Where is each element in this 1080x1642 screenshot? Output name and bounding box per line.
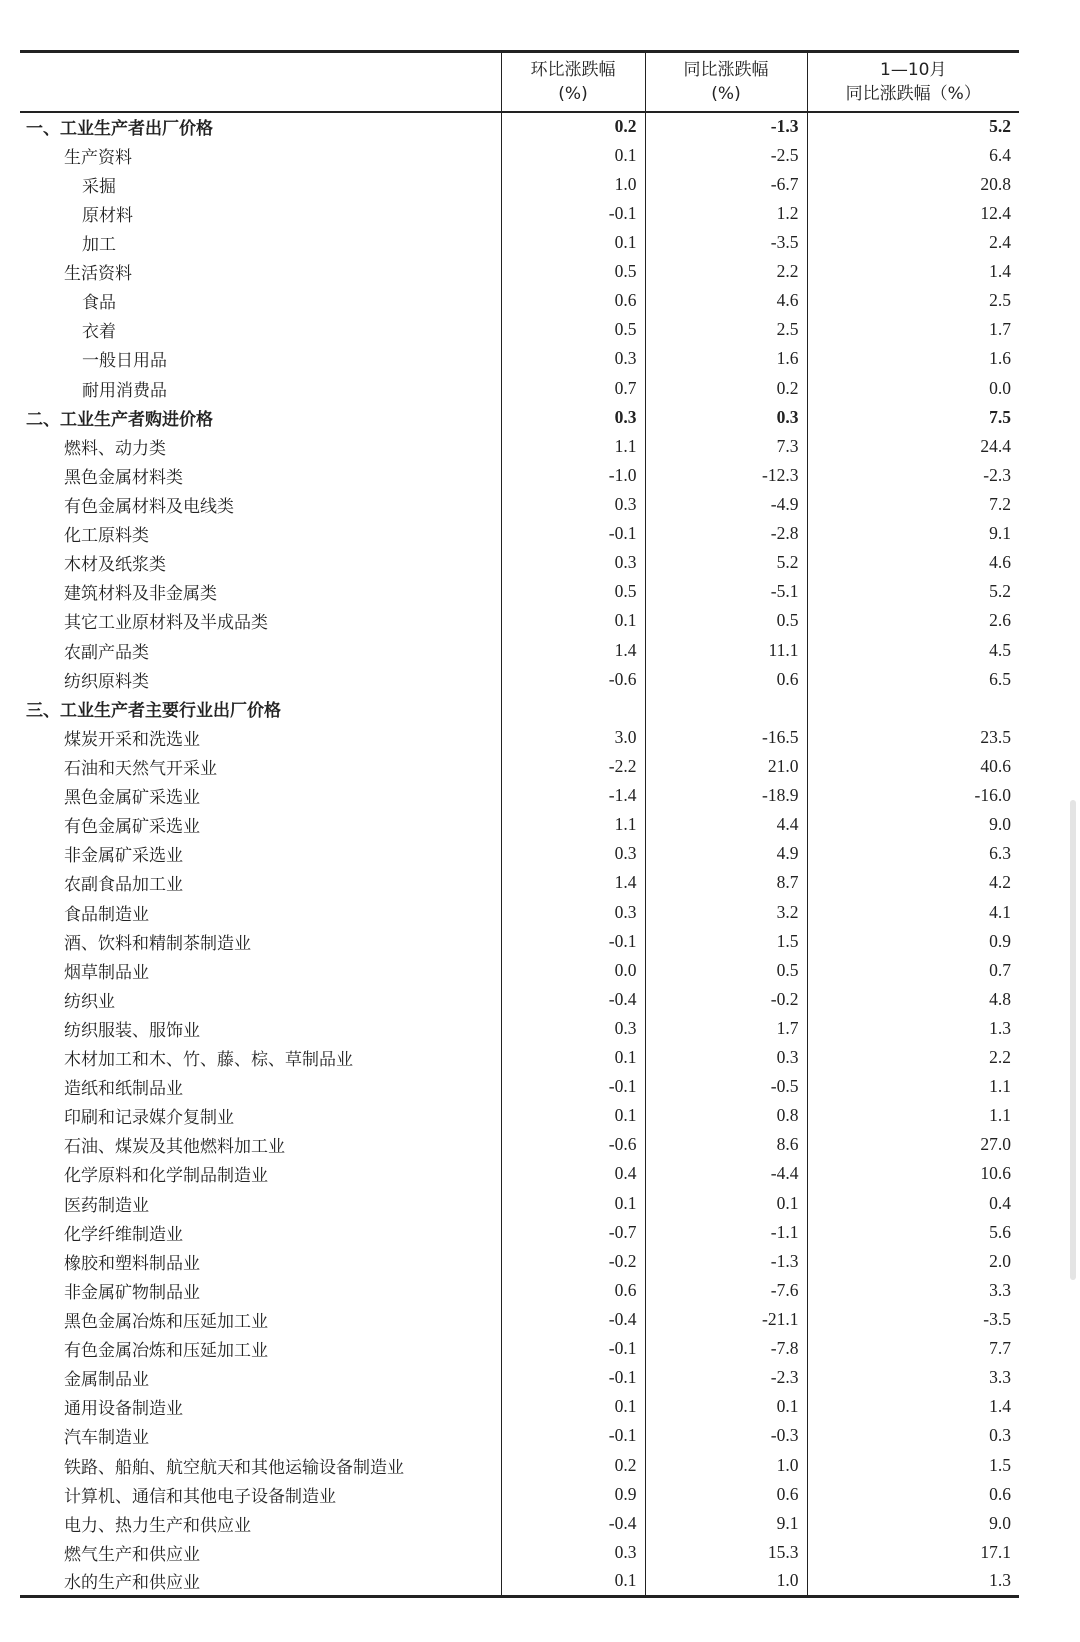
cell-mom-change: 1.1 xyxy=(501,810,645,839)
cell-mom-change: 0.5 xyxy=(501,257,645,286)
row-label: 印刷和记录媒介复制业 xyxy=(64,1108,234,1129)
cell-mom-change: -0.1 xyxy=(501,199,645,228)
row-label: 燃气生产和供应业 xyxy=(64,1544,200,1565)
table-row xyxy=(20,344,1019,373)
cell-ytd-change: 40.6 xyxy=(807,752,1019,781)
cell-ytd-change: 7.2 xyxy=(807,490,1019,519)
cell-ytd-change: 9.1 xyxy=(807,519,1019,548)
table-row xyxy=(20,723,1019,752)
cell-yoy-change: -1.3 xyxy=(645,112,807,141)
cell-yoy-change: -16.5 xyxy=(645,723,807,752)
cell-ytd-change: 1.7 xyxy=(807,315,1019,344)
cell-mom-change xyxy=(501,694,645,723)
row-label: 农副产品类 xyxy=(64,642,149,663)
table-row xyxy=(20,1072,1019,1101)
cell-ytd-change: 1.4 xyxy=(807,1392,1019,1421)
cell-mom-change: -0.4 xyxy=(501,985,645,1014)
table-row xyxy=(20,781,1019,810)
header-mom-unit: (%) xyxy=(558,83,588,104)
row-label: 原材料 xyxy=(82,205,133,226)
row-label: 纺织服装、服饰业 xyxy=(64,1020,200,1041)
cell-mom-change: 0.2 xyxy=(501,112,645,141)
cell-mom-change: -0.6 xyxy=(501,665,645,694)
cell-mom-change: -1.4 xyxy=(501,781,645,810)
cell-ytd-change: 1.4 xyxy=(807,257,1019,286)
table-row xyxy=(20,461,1019,490)
cell-yoy-change: 0.6 xyxy=(645,665,807,694)
row-label: 水的生产和供应业 xyxy=(20,1567,501,1596)
cell-mom-change: -0.6 xyxy=(501,1130,645,1159)
cell-ytd-change: 3.3 xyxy=(807,1363,1019,1392)
cell-yoy-change: 0.1 xyxy=(645,1189,807,1218)
cell-ytd-change: 1.5 xyxy=(807,1451,1019,1480)
cell-ytd-change: 0.3 xyxy=(807,1421,1019,1450)
row-label: 衣着 xyxy=(82,322,116,343)
table-row xyxy=(20,1538,1019,1567)
row-label: 其它工业原材料及半成品类 xyxy=(64,613,268,634)
cell-mom-change: 1.4 xyxy=(501,635,645,664)
cell-mom-change: 0.9 xyxy=(501,1480,645,1509)
row-label: 农副食品加工业 xyxy=(64,875,183,896)
cell-yoy-change: 0.3 xyxy=(645,1043,807,1072)
cell-mom-change: 0.3 xyxy=(501,839,645,868)
cell-mom-change: 0.6 xyxy=(501,1276,645,1305)
cell-mom-change: 1.1 xyxy=(501,432,645,461)
row-label: 非金属矿采选业 xyxy=(64,846,183,867)
cell-yoy-change: 9.1 xyxy=(645,1509,807,1538)
row-label: 三、工业生产者主要行业出厂价格 xyxy=(26,700,281,721)
row-label: 木材及纸浆类 xyxy=(64,555,166,576)
cell-ytd-change: 0.4 xyxy=(807,1189,1019,1218)
cell-ytd-change: 1.6 xyxy=(807,344,1019,373)
row-label: 纺织原料类 xyxy=(64,671,149,692)
cell-yoy-change: -4.4 xyxy=(645,1159,807,1188)
cell-mom-change: 0.1 xyxy=(501,228,645,257)
row-label: 通用设备制造业 xyxy=(64,1399,183,1420)
row-label: 一、工业生产者出厂价格 xyxy=(26,119,213,140)
table-row xyxy=(20,752,1019,781)
cell-yoy-change: -7.8 xyxy=(645,1334,807,1363)
row-label: 铁路、船舶、航空航天和其他运输设备制造业 xyxy=(64,1457,404,1478)
cell-yoy-change: 7.3 xyxy=(645,432,807,461)
row-label: 黑色金属矿采选业 xyxy=(64,788,200,809)
table-row xyxy=(20,1363,1019,1392)
cell-mom-change: 3.0 xyxy=(501,723,645,752)
cell-yoy-change: 11.1 xyxy=(645,635,807,664)
cell-yoy-change: 0.1 xyxy=(645,1392,807,1421)
table-row xyxy=(20,490,1019,519)
table-row xyxy=(20,1305,1019,1334)
table-row xyxy=(20,956,1019,985)
cell-yoy-change: 0.6 xyxy=(645,1480,807,1509)
cell-ytd-change: 24.4 xyxy=(807,432,1019,461)
cell-yoy-change: 8.7 xyxy=(645,868,807,897)
row-label: 石油、煤炭及其他燃料加工业 xyxy=(64,1137,285,1158)
row-label: 造纸和纸制品业 xyxy=(64,1079,183,1100)
cell-ytd-change: 17.1 xyxy=(807,1538,1019,1567)
cell-ytd-change: 9.0 xyxy=(807,810,1019,839)
row-label: 食品 xyxy=(82,293,116,314)
table-row xyxy=(20,228,1019,257)
table-row xyxy=(20,810,1019,839)
row-label: 采掘 xyxy=(82,176,116,197)
row-label: 医药制造业 xyxy=(64,1195,149,1216)
cell-yoy-change: -0.3 xyxy=(645,1421,807,1450)
cell-mom-change: 0.3 xyxy=(501,403,645,432)
table-row xyxy=(20,1480,1019,1509)
cell-mom-change: 1.4 xyxy=(501,868,645,897)
cell-mom-change: 0.1 xyxy=(501,1043,645,1072)
cell-yoy-change: 5.2 xyxy=(645,548,807,577)
row-label: 酒、饮料和精制茶制造业 xyxy=(64,933,251,954)
row-label: 汽车制造业 xyxy=(64,1428,149,1449)
cell-mom-change: -0.1 xyxy=(501,1363,645,1392)
cell-yoy-change: -21.1 xyxy=(645,1305,807,1334)
cell-yoy-change: 2.5 xyxy=(645,315,807,344)
cell-ytd-change: 4.2 xyxy=(807,868,1019,897)
cell-yoy-change: 1.6 xyxy=(645,344,807,373)
cell-ytd-change: 2.4 xyxy=(807,228,1019,257)
cell-ytd-change: 4.8 xyxy=(807,985,1019,1014)
cell-mom-change: -0.4 xyxy=(501,1509,645,1538)
row-label: 耐用消费品 xyxy=(82,380,167,401)
table-row xyxy=(20,577,1019,606)
cell-ytd-change: 1.1 xyxy=(807,1101,1019,1130)
row-label: 化学原料和化学制品制造业 xyxy=(64,1166,268,1187)
cell-mom-change: 0.1 xyxy=(501,141,645,170)
table-row xyxy=(20,635,1019,664)
cell-mom-change: 0.7 xyxy=(501,373,645,402)
cell-mom-change: -2.2 xyxy=(501,752,645,781)
cell-mom-change: -0.1 xyxy=(501,927,645,956)
cell-ytd-change: 2.6 xyxy=(807,606,1019,635)
row-label: 一般日用品 xyxy=(82,351,167,372)
table-row xyxy=(20,1130,1019,1159)
table-row xyxy=(20,1101,1019,1130)
row-label: 二、工业生产者购进价格 xyxy=(26,409,213,430)
cell-ytd-change: 4.6 xyxy=(807,548,1019,577)
table-header xyxy=(20,52,1019,112)
table-row xyxy=(20,519,1019,548)
row-label: 电力、热力生产和供应业 xyxy=(64,1515,251,1536)
cell-yoy-change: -2.8 xyxy=(645,519,807,548)
cell-ytd-change: -3.5 xyxy=(807,1305,1019,1334)
row-label: 有色金属冶炼和压延加工业 xyxy=(64,1341,268,1362)
table-row xyxy=(20,141,1019,170)
cell-ytd-change: 6.5 xyxy=(807,665,1019,694)
table-row xyxy=(20,1421,1019,1450)
price-index-table xyxy=(20,50,1019,1598)
row-label: 计算机、通信和其他电子设备制造业 xyxy=(64,1486,336,1507)
cell-ytd-change: 2.5 xyxy=(807,286,1019,315)
cell-mom-change: 1.0 xyxy=(501,170,645,199)
cell-yoy-change: -4.9 xyxy=(645,490,807,519)
table-row xyxy=(20,257,1019,286)
cell-ytd-change: 4.1 xyxy=(807,897,1019,926)
cell-yoy-change: -3.5 xyxy=(645,228,807,257)
cell-ytd-change: 1.3 xyxy=(807,1567,1019,1596)
cell-ytd-change: 0.6 xyxy=(807,1480,1019,1509)
cell-yoy-change: -0.5 xyxy=(645,1072,807,1101)
cell-yoy-change: 21.0 xyxy=(645,752,807,781)
cell-mom-change: -0.1 xyxy=(501,519,645,548)
table-row xyxy=(20,927,1019,956)
row-label: 煤炭开采和洗选业 xyxy=(64,729,200,750)
cell-mom-change: 0.1 xyxy=(501,1392,645,1421)
row-label: 黑色金属冶炼和压延加工业 xyxy=(64,1312,268,1333)
row-label: 有色金属矿采选业 xyxy=(64,817,200,838)
cell-mom-change: 0.0 xyxy=(501,956,645,985)
cell-ytd-change: 20.8 xyxy=(807,170,1019,199)
table-row xyxy=(20,315,1019,344)
header-mom-change xyxy=(501,52,645,112)
header-ytd-change xyxy=(807,52,1019,112)
cell-ytd-change: 0.7 xyxy=(807,956,1019,985)
cell-ytd-change: 23.5 xyxy=(807,723,1019,752)
row-label: 非金属矿物制品业 xyxy=(64,1282,200,1303)
table-row xyxy=(20,1276,1019,1305)
cell-ytd-change: 7.5 xyxy=(807,403,1019,432)
cell-yoy-change: -12.3 xyxy=(645,461,807,490)
table-row xyxy=(20,1509,1019,1538)
cell-ytd-change: 5.2 xyxy=(807,577,1019,606)
table-row xyxy=(20,1392,1019,1421)
cell-mom-change: -0.7 xyxy=(501,1218,645,1247)
cell-ytd-change: 1.1 xyxy=(807,1072,1019,1101)
cell-mom-change: 0.2 xyxy=(501,1451,645,1480)
cell-mom-change: 0.1 xyxy=(501,1101,645,1130)
cell-yoy-change: 0.5 xyxy=(645,606,807,635)
table-row xyxy=(20,1218,1019,1247)
row-label: 木材加工和木、竹、藤、棕、草制品业 xyxy=(64,1050,353,1071)
header-yoy-label: 同比涨跌幅 xyxy=(683,59,769,80)
table-row xyxy=(20,985,1019,1014)
header-yoy-change xyxy=(645,52,807,112)
table-row xyxy=(20,606,1019,635)
cell-yoy-change: 0.2 xyxy=(645,373,807,402)
row-label: 加工 xyxy=(82,234,116,255)
header-ytd-label: 同比涨跌幅（%） xyxy=(845,83,981,104)
cell-mom-change: -1.0 xyxy=(501,461,645,490)
table-row xyxy=(20,170,1019,199)
cell-yoy-change: 0.3 xyxy=(645,403,807,432)
cell-yoy-change: 3.2 xyxy=(645,897,807,926)
table-row xyxy=(20,665,1019,694)
row-label: 黑色金属材料类 xyxy=(64,467,183,488)
table-row xyxy=(20,403,1019,432)
table-row xyxy=(20,694,1019,723)
cell-ytd-change: 7.7 xyxy=(807,1334,1019,1363)
cell-yoy-change: 1.2 xyxy=(645,199,807,228)
table-row xyxy=(20,868,1019,897)
cell-mom-change: 0.6 xyxy=(501,286,645,315)
cell-yoy-change: -18.9 xyxy=(645,781,807,810)
cell-yoy-change: 8.6 xyxy=(645,1130,807,1159)
cell-yoy-change: -2.5 xyxy=(645,141,807,170)
table-row xyxy=(20,1334,1019,1363)
cell-mom-change: -0.1 xyxy=(501,1334,645,1363)
cell-yoy-change: 1.5 xyxy=(645,927,807,956)
cell-yoy-change: -6.7 xyxy=(645,170,807,199)
cell-yoy-change: -1.3 xyxy=(645,1247,807,1276)
cell-yoy-change: 0.8 xyxy=(645,1101,807,1130)
header-item-column xyxy=(20,52,501,112)
header-yoy-unit: (%) xyxy=(711,83,741,104)
row-label: 石油和天然气开采业 xyxy=(64,758,217,779)
cell-ytd-change: 9.0 xyxy=(807,1509,1019,1538)
cell-yoy-change: 1.0 xyxy=(645,1451,807,1480)
cell-yoy-change: 15.3 xyxy=(645,1538,807,1567)
table-row xyxy=(20,839,1019,868)
cell-mom-change: 0.3 xyxy=(501,897,645,926)
cell-mom-change: 0.3 xyxy=(501,344,645,373)
cell-ytd-change: 0.9 xyxy=(807,927,1019,956)
cell-mom-change: 0.3 xyxy=(501,1014,645,1043)
table-row xyxy=(20,199,1019,228)
row-label: 纺织业 xyxy=(64,991,115,1012)
cell-ytd-change: 0.0 xyxy=(807,373,1019,402)
cell-yoy-change: -1.1 xyxy=(645,1218,807,1247)
cell-mom-change: 0.1 xyxy=(501,1567,645,1596)
cell-ytd-change: 4.5 xyxy=(807,635,1019,664)
row-label: 生产资料 xyxy=(64,147,132,168)
cell-ytd-change: 2.2 xyxy=(807,1043,1019,1072)
row-label: 化工原料类 xyxy=(64,526,149,547)
cell-ytd-change: 1.3 xyxy=(807,1014,1019,1043)
cell-yoy-change: -0.2 xyxy=(645,985,807,1014)
table-row xyxy=(20,1159,1019,1188)
table-row xyxy=(20,373,1019,402)
cell-mom-change: 0.3 xyxy=(501,490,645,519)
cell-mom-change: 0.4 xyxy=(501,1159,645,1188)
cell-ytd-change xyxy=(807,694,1019,723)
cell-mom-change: 0.3 xyxy=(501,1538,645,1567)
cell-ytd-change: 2.0 xyxy=(807,1247,1019,1276)
row-label: 金属制品业 xyxy=(64,1370,149,1391)
cell-mom-change: -0.1 xyxy=(501,1421,645,1450)
cell-yoy-change: 4.9 xyxy=(645,839,807,868)
table-row xyxy=(20,897,1019,926)
cell-ytd-change: 10.6 xyxy=(807,1159,1019,1188)
cell-mom-change: -0.1 xyxy=(501,1072,645,1101)
cell-mom-change: 0.3 xyxy=(501,548,645,577)
cell-ytd-change: 5.6 xyxy=(807,1218,1019,1247)
cell-mom-change: 0.1 xyxy=(501,606,645,635)
cell-yoy-change: 1.0 xyxy=(645,1567,807,1596)
cell-ytd-change: 3.3 xyxy=(807,1276,1019,1305)
table-row xyxy=(20,1014,1019,1043)
header-ytd-period: 1—10月 xyxy=(880,59,947,80)
cell-yoy-change: 4.4 xyxy=(645,810,807,839)
cell-yoy-change: 1.7 xyxy=(645,1014,807,1043)
table-row xyxy=(20,1567,1019,1596)
cell-mom-change: 0.5 xyxy=(501,315,645,344)
table-row xyxy=(20,1247,1019,1276)
table-row xyxy=(20,1451,1019,1480)
cell-yoy-change: 2.2 xyxy=(645,257,807,286)
table-row xyxy=(20,286,1019,315)
cell-ytd-change: 5.2 xyxy=(807,112,1019,141)
cell-yoy-change: -2.3 xyxy=(645,1363,807,1392)
table-row xyxy=(20,432,1019,461)
table-body xyxy=(20,112,1019,1597)
cell-yoy-change xyxy=(645,694,807,723)
cell-yoy-change: -7.6 xyxy=(645,1276,807,1305)
cell-ytd-change: 6.4 xyxy=(807,141,1019,170)
row-label: 橡胶和塑料制品业 xyxy=(64,1253,200,1274)
cell-ytd-change: -16.0 xyxy=(807,781,1019,810)
cell-yoy-change: 0.5 xyxy=(645,956,807,985)
cell-mom-change: 0.1 xyxy=(501,1189,645,1218)
cell-mom-change: -0.4 xyxy=(501,1305,645,1334)
row-label: 生活资料 xyxy=(64,264,132,285)
cell-yoy-change: -5.1 xyxy=(645,577,807,606)
row-label: 建筑材料及非金属类 xyxy=(64,584,217,605)
scrollbar[interactable] xyxy=(1070,800,1076,1280)
cell-ytd-change: 12.4 xyxy=(807,199,1019,228)
cell-mom-change: 0.5 xyxy=(501,577,645,606)
table-row xyxy=(20,1043,1019,1072)
cell-yoy-change: 4.6 xyxy=(645,286,807,315)
cell-mom-change: -0.2 xyxy=(501,1247,645,1276)
header-mom-label: 环比涨跌幅 xyxy=(530,59,616,80)
row-label: 有色金属材料及电线类 xyxy=(64,496,234,517)
cell-ytd-change: 27.0 xyxy=(807,1130,1019,1159)
table-row xyxy=(20,548,1019,577)
row-label: 食品制造业 xyxy=(64,904,149,925)
row-label: 燃料、动力类 xyxy=(64,438,166,459)
table-row xyxy=(20,112,1019,141)
table-row xyxy=(20,1189,1019,1218)
cell-ytd-change: 6.3 xyxy=(807,839,1019,868)
cell-ytd-change: -2.3 xyxy=(807,461,1019,490)
row-label: 烟草制品业 xyxy=(64,962,149,983)
row-label: 化学纤维制造业 xyxy=(64,1224,183,1245)
